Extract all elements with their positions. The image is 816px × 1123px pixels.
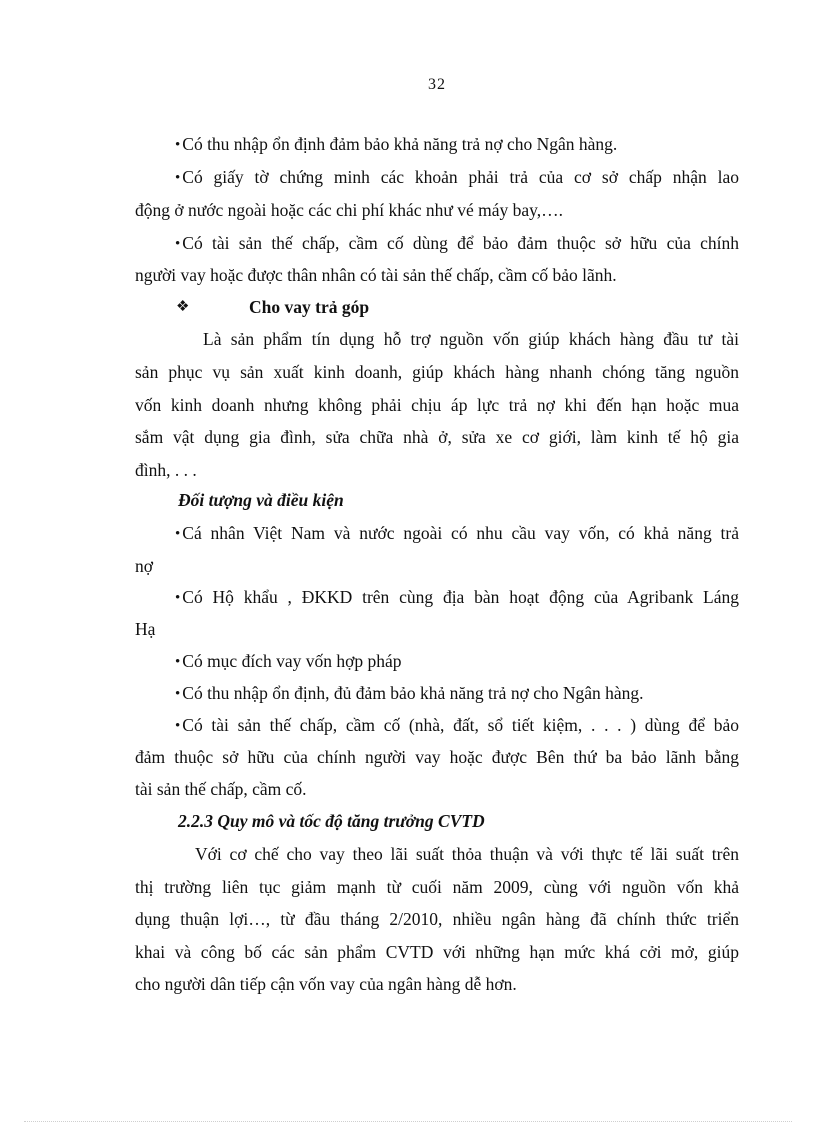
section-heading: Cho vay trả góp bbox=[249, 297, 370, 317]
paragraph-line: Cá nhân Việt Nam và nước ngoài có nhu cầu vay vốn, có khả năng trả bbox=[182, 523, 739, 543]
paragraph-line: người vay hoặc được thân nhân có tài sản thế chấp, cầm cố bảo lãnh. bbox=[135, 265, 617, 285]
paragraph-line: đình, . . . bbox=[135, 460, 197, 480]
paragraph-line: tài sản thế chấp, cầm cố. bbox=[135, 779, 307, 799]
paragraph-line: Có tài sản thế chấp, cầm cố dùng để bảo đảm thuộc sở hữu của chính bbox=[182, 233, 739, 253]
paragraph-line: thị trường liên tục giảm mạnh từ cuối năm 2009, cùng với nguồn vốn khả bbox=[135, 877, 739, 897]
bullet-icon: • bbox=[175, 654, 181, 670]
paragraph-line: vốn kinh doanh nhưng không phải chịu áp lực trả nợ khi đến hạn hoặc mua bbox=[135, 395, 739, 415]
paragraph-line: nợ bbox=[135, 556, 154, 576]
bullet-item bbox=[175, 586, 739, 610]
paragraph-line: Có tài sản thế chấp, cầm cố (nhà, đất, sổ tiết kiệm, . . . ) dùng để bảo bbox=[182, 715, 739, 735]
bullet-item bbox=[175, 650, 739, 674]
paragraph-line: Hạ bbox=[135, 619, 156, 639]
bullet-icon: • bbox=[175, 718, 181, 734]
diamond-bullet-icon: ❖ bbox=[176, 299, 190, 315]
bullet-icon: • bbox=[175, 686, 181, 702]
paragraph-line: cho người dân tiếp cận vốn vay của ngân hàng dễ hơn. bbox=[135, 974, 517, 994]
paragraph-line: Có thu nhập ổn định, đủ đảm bảo khả năng trả nợ cho Ngân hàng. bbox=[182, 683, 644, 703]
page-number: 32 bbox=[428, 76, 446, 93]
bullet-item bbox=[175, 714, 739, 738]
section-number-heading: 2.2.3 Quy mô và tốc độ tăng trưởng CVTD bbox=[178, 811, 485, 831]
subsection-heading: Đối tượng và điều kiện bbox=[178, 490, 344, 510]
bullet-item bbox=[175, 232, 739, 256]
bullet-icon: • bbox=[175, 236, 181, 252]
paragraph-line: Có thu nhập ổn định đảm bảo khả năng trả nợ cho Ngân hàng. bbox=[182, 134, 618, 154]
paragraph-line: sắm vật dụng gia đình, sửa chữa nhà ở, sửa xe cơ giới, làm kinh tế hộ gia bbox=[135, 427, 739, 447]
bullet-item bbox=[175, 133, 739, 157]
bullet-item bbox=[175, 166, 739, 190]
paragraph-line: Có giấy tờ chứng minh các khoản phải trả của cơ sở chấp nhận lao bbox=[182, 167, 739, 187]
paragraph-line: dụng thuận lợi…, từ đầu tháng 2/2010, nhiều ngân hàng đã chính thức triển bbox=[135, 909, 739, 929]
paragraph-line: Với cơ chế cho vay theo lãi suất thỏa thuận và với thực tế lãi suất trên bbox=[195, 844, 739, 864]
bullet-icon: • bbox=[175, 137, 181, 153]
paragraph-line: Có mục đích vay vốn hợp pháp bbox=[182, 651, 402, 671]
bullet-icon: • bbox=[175, 170, 181, 186]
bullet-icon: • bbox=[175, 590, 181, 606]
bullet-icon: • bbox=[175, 526, 181, 542]
paragraph-line: Có Hộ khẩu , ĐKKD trên cùng địa bàn hoạt động của Agribank Láng bbox=[182, 587, 739, 607]
paragraph-line: đảm thuộc sở hữu của chính người vay hoặc được Bên thứ ba bảo lãnh bằng bbox=[135, 747, 739, 767]
bullet-item bbox=[175, 522, 739, 546]
page-bottom-divider bbox=[24, 1121, 792, 1122]
bullet-item bbox=[175, 682, 739, 706]
paragraph-line: khai và công bố các sản phẩm CVTD với những hạn mức khá cởi mở, giúp bbox=[135, 942, 739, 962]
paragraph-line: sản phục vụ sản xuất kinh doanh, giúp khách hàng nhanh chóng tăng nguồn bbox=[135, 362, 739, 382]
paragraph-line: Là sản phẩm tín dụng hỗ trợ nguồn vốn giúp khách hàng đầu tư tài bbox=[203, 329, 739, 349]
paragraph-line: động ở nước ngoài hoặc các chi phí khác như vé máy bay,…. bbox=[135, 200, 564, 220]
